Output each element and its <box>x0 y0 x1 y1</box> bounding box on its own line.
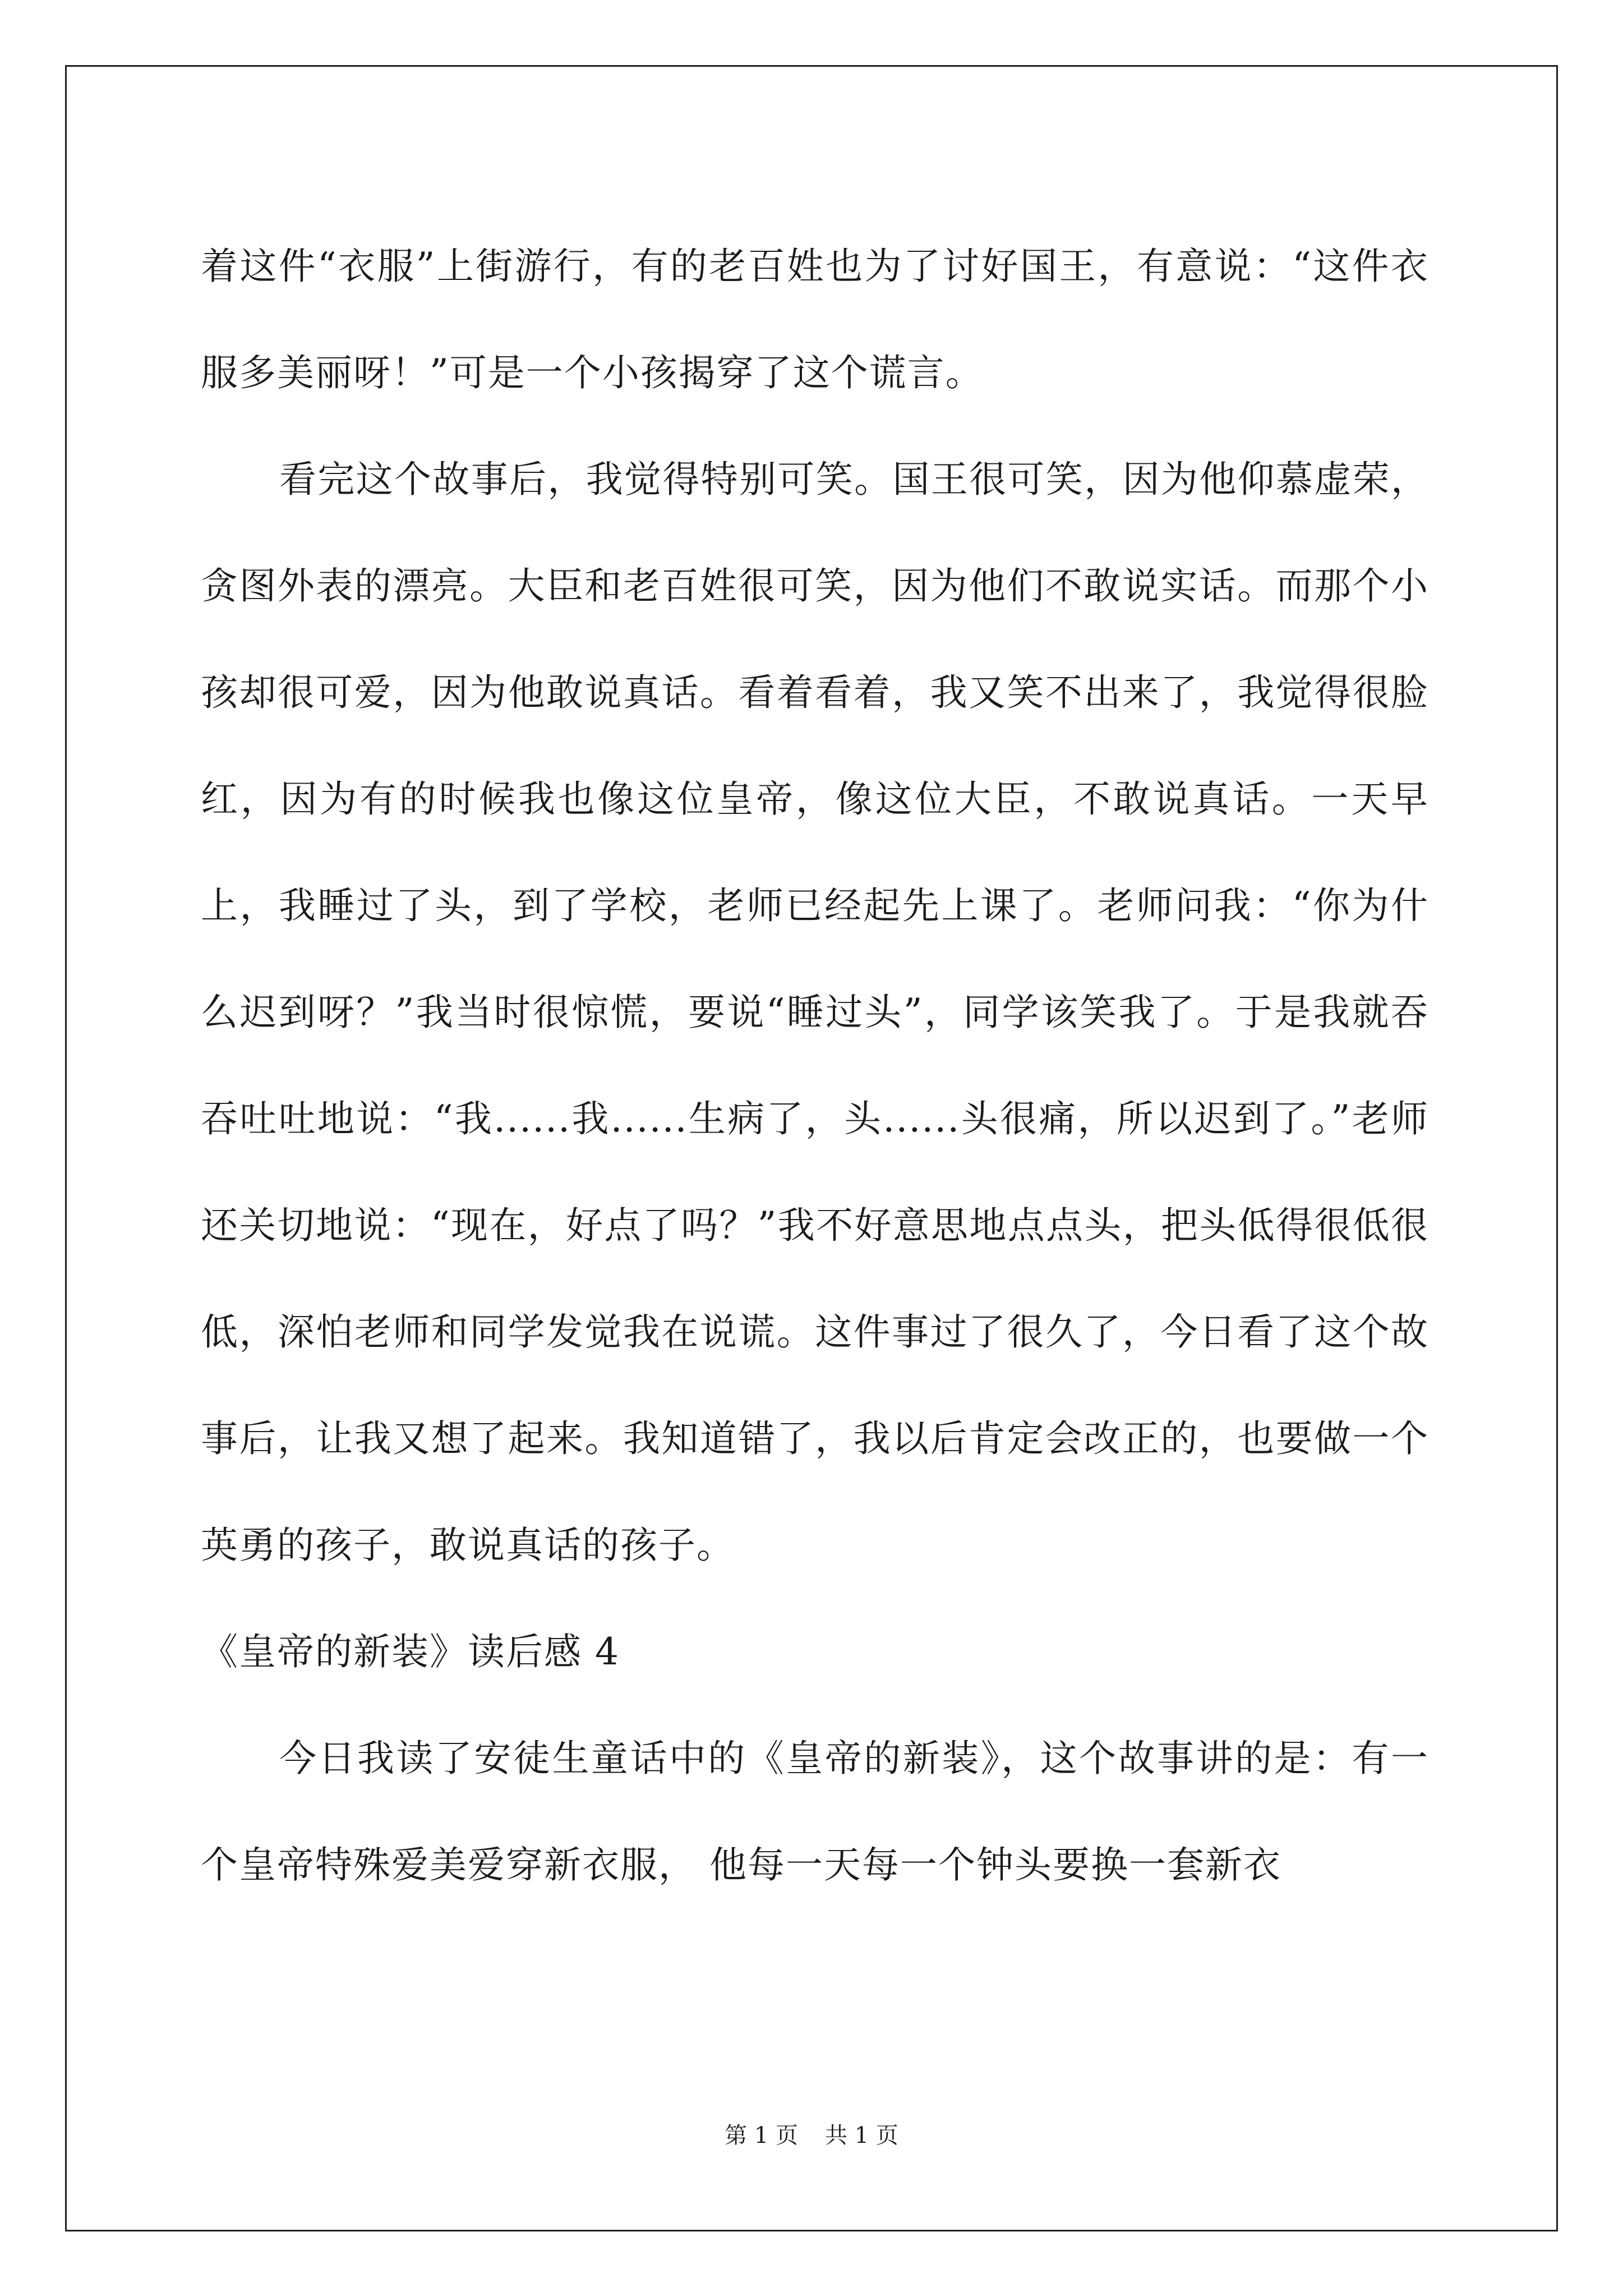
section-heading: 《皇帝的新装》读后感 4 <box>201 1630 620 1673</box>
paragraph-continuation: 着这件“衣服”上街游行，有的老百姓也为了讨好国王，有意说：“这件衣服多美丽呀！”可是一个小孩揭穿了这个谎言。 <box>201 245 1429 394</box>
document-body <box>201 213 1429 1918</box>
paragraph-reflection: 看完这个故事后，我觉得特别可笑。国王很可笑，因为他仰慕虚荣，贪图外表的漂亮。大臣和老百姓很可笑，因为他们不敢说实话。而那个小孩却很可爱，因为他敢说真话。看着看着，我又笑不出来了，我觉得很脸红，因为有的时候我也像这位皇帝，像这位大臣，不敢说真话。一天早上，我睡过了头，到了学校，老师已经起先上课了。老师问我：“你为什么迟到呀？”我当时很惊慌，要说“睡过头”，同学该笑我了。于是我就吞吞吐吐地说：“我......我......生病了，头......头很痛，所以迟到了。”老师还关切地说：“现在，好点了吗？”我不好意思地点点头，把头低得很低很低，深怕老师和同学发觉我在说谎。这件事过了很久了，今日看了这个故事后，让我又想了起来。我知道错了，我以后肯定会改正的，也要做一个英勇的孩子，敢说真话的孩子。 <box>201 458 1429 1567</box>
page-total: 共 1 页 <box>825 2123 898 2148</box>
page-number: 第 1 页 <box>725 2123 798 2148</box>
paragraph-intro: 今日我读了安徒生童话中的《皇帝的新装》，这个故事讲的是：有一个皇帝特殊爱美爱穿新衣服， 他每一天每一个钟头要换一套新衣 <box>201 1737 1429 1887</box>
page-footer <box>0 2122 1623 2150</box>
